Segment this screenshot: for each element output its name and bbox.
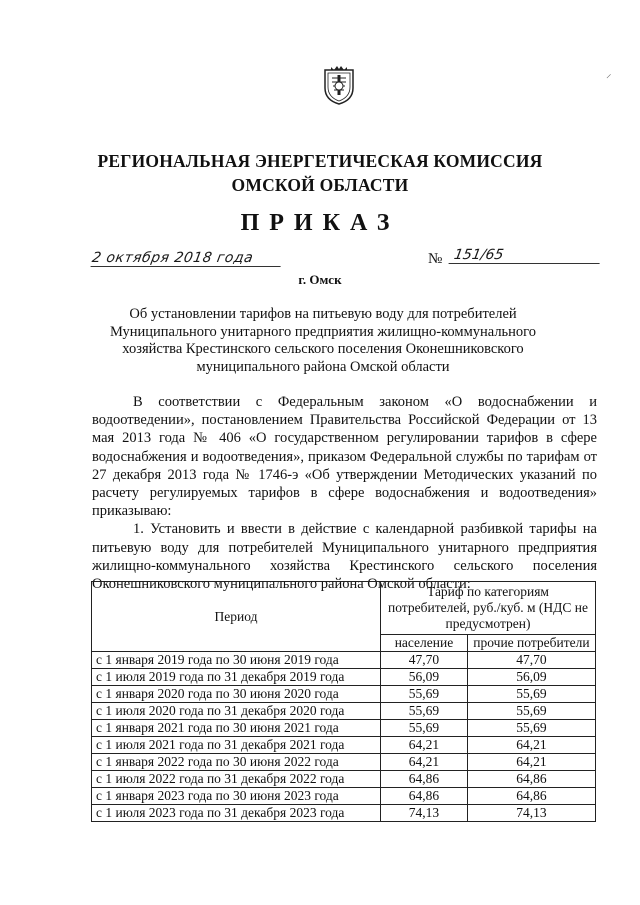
row-other-tariff: 55,69: [467, 686, 595, 703]
row-population-tariff: 64,21: [381, 754, 468, 771]
column-header-population: население: [381, 635, 468, 652]
tariff-rows: [92, 652, 596, 822]
org-name-line1: РЕГИОНАЛЬНАЯ ЭНЕРГЕТИЧЕСКАЯ КОМИССИЯ: [97, 151, 543, 171]
row-period: с 1 января 2020 года по 30 июня 2020 года: [92, 686, 381, 703]
table-row: [92, 754, 596, 771]
row-period: с 1 июля 2023 года по 31 декабря 2023 года: [92, 805, 381, 822]
table-row: [92, 805, 596, 822]
table-row: [92, 720, 596, 737]
row-other-tariff: 74,13: [467, 805, 595, 822]
coat-of-arms-icon: [322, 64, 356, 106]
order-body: [92, 393, 597, 593]
row-other-tariff: 64,21: [467, 737, 595, 754]
table-row: [92, 652, 596, 669]
row-other-tariff: 64,86: [467, 771, 595, 788]
org-name-line2: ОМСКОЙ ОБЛАСТИ: [231, 175, 409, 195]
number-label: №: [428, 251, 443, 267]
tariff-table: [91, 581, 596, 822]
row-other-tariff: 56,09: [467, 669, 595, 686]
row-population-tariff: 64,86: [381, 788, 468, 805]
row-population-tariff: 56,09: [381, 669, 468, 686]
handwritten-number: 151/65: [449, 247, 603, 264]
handwritten-date: 2 октября 2018 года: [91, 250, 284, 267]
row-other-tariff: 64,21: [467, 754, 595, 771]
column-header-other: прочие потребители: [467, 635, 595, 652]
row-period: с 1 января 2023 года по 30 июня 2023 года: [92, 788, 381, 805]
row-population-tariff: 64,21: [381, 737, 468, 754]
table-row: [92, 737, 596, 754]
table-row: [92, 703, 596, 720]
row-period: с 1 июля 2020 года по 31 декабря 2020 года: [92, 703, 381, 720]
row-population-tariff: 55,69: [381, 686, 468, 703]
row-period: с 1 июля 2019 года по 31 декабря 2019 года: [92, 669, 381, 686]
row-period: с 1 июля 2022 года по 31 декабря 2022 года: [92, 771, 381, 788]
row-population-tariff: 47,70: [381, 652, 468, 669]
table-row: [92, 788, 596, 805]
row-period: с 1 января 2021 года по 30 июня 2021 года: [92, 720, 381, 737]
row-population-tariff: 74,13: [381, 805, 468, 822]
row-other-tariff: 55,69: [467, 720, 595, 737]
row-period: с 1 июля 2021 года по 31 декабря 2021 года: [92, 737, 381, 754]
paragraph-preamble: В соответствии с Федеральным законом «О водоснабжении и водоотведении», постановлением Правительства Российской Федерации от 13 мая 2013 года № 406 «О государственном регулировании тарифов в сфере водоснабжения и водоотведения», приказом Федеральной службы по тарифам от 27 декабря 2013 года № 1746-э «Об утверждении Методических указаний по расчету регулируемых тарифов в сфере водоснабжения и водоотведения» приказываю:: [92, 394, 597, 520]
row-period: с 1 января 2022 года по 30 июня 2022 года: [92, 754, 381, 771]
column-header-period: Период: [92, 582, 381, 652]
paragraph-item-1: 1. Установить и ввести в действие с календарной разбивкой тарифы на питьевую воду для потребителей Муниципального унитарного предприятия жилищно-коммунального хозяйства Крестинского сельского поселения Оконешниковского муниципального района Омской области:: [92, 521, 597, 593]
row-population-tariff: 55,69: [381, 703, 468, 720]
column-header-tariff: Тариф по категориям потребителей, руб./куб. м (НДС не предусмотрен): [381, 582, 596, 635]
row-period: с 1 января 2019 года по 30 июня 2019 года: [92, 652, 381, 669]
document-type-title: ПРИКАЗ: [240, 210, 400, 236]
order-subject: Об установлении тарифов на питьевую воду для потребителей Муниципального унитарного предприятия жилищно-коммунального хозяйства Крестинского сельского поселения Оконешниковского муниципального района Омской области: [109, 306, 537, 375]
row-population-tariff: 55,69: [381, 720, 468, 737]
row-population-tariff: 64,86: [381, 771, 468, 788]
row-other-tariff: 64,86: [467, 788, 595, 805]
row-other-tariff: 55,69: [467, 703, 595, 720]
table-row: [92, 771, 596, 788]
table-row: [92, 669, 596, 686]
table-row: [92, 686, 596, 703]
row-other-tariff: 47,70: [467, 652, 595, 669]
corner-mark-icon: ⸍: [606, 72, 612, 85]
city-label: г. Омск: [298, 272, 342, 287]
